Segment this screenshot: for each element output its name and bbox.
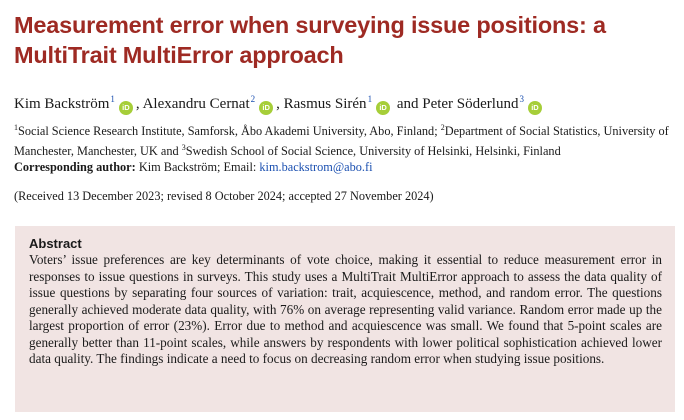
author-name: Peter Söderlund bbox=[422, 96, 519, 112]
affil-sup: 3 bbox=[181, 142, 186, 152]
author-affil-sup: 3 bbox=[519, 94, 524, 104]
affiliation: Social Science Research Institute, Samforsk, Åbo Akademi University, Abo, Finland; bbox=[18, 124, 438, 138]
abstract-box bbox=[15, 226, 675, 412]
orcid-icon[interactable]: iD bbox=[528, 101, 542, 115]
affiliation: Swedish School of Social Science, University of Helsinki, Helsinki, Finland bbox=[185, 143, 561, 158]
email-link[interactable]: kim.backstrom@abo.fi bbox=[259, 159, 373, 174]
author-affil-sup: 1 bbox=[110, 94, 115, 104]
orcid-icon[interactable]: iD bbox=[119, 101, 133, 115]
affil-sup: 1 bbox=[14, 123, 18, 132]
author-name: Kim Backström bbox=[14, 96, 110, 112]
author-affil-sup: 1 bbox=[367, 94, 373, 104]
affiliation: Department of Social Statistics, University of Manchester, Manchester, UK and bbox=[14, 124, 669, 158]
corresponding-name: Kim Backström; Email: bbox=[138, 159, 257, 174]
author-name: Alexandru Cernat bbox=[142, 96, 250, 112]
author-affil-sup: 2 bbox=[250, 94, 256, 104]
corresponding-label: Corresponding author: bbox=[14, 159, 136, 174]
paper-title: Measurement error when surveying issue positions: a MultiTrait MultiError approach bbox=[14, 12, 606, 68]
author-separator: , bbox=[276, 96, 280, 112]
affil-sup: 2 bbox=[440, 123, 445, 132]
author-list bbox=[14, 89, 674, 115]
author-separator: , bbox=[135, 96, 140, 112]
affiliations bbox=[14, 120, 682, 175]
orcid-icon[interactable]: iD bbox=[376, 101, 390, 115]
author-name: Rasmus Sirén bbox=[283, 96, 367, 112]
author-and: and bbox=[396, 96, 419, 112]
received-dates: (Received 13 December 2023; revised 8 October 2024; accepted 27 November 2024) bbox=[14, 189, 434, 203]
orcid-icon[interactable]: iD bbox=[259, 101, 273, 115]
abstract-text: Voters’ issue preferences are key determinants of vote choice, making it essential to reduce measurement error in responses to issue questions in surveys. This study uses a MultiTrait MultiError approach to assess the data quality of issue questions by separating four sources of variation: trait, acquiescence, method, and random error. The questions generally achieved moderate data quality, with 76% on average representing valid variance. Random error made up the largest proportion of error (23%). Error due to method and acquiescence was small. We found that 5-point scales are generally better than 11-point scales, while answers by respondents with lower political sophistication achieved lower data quality. The findings indicate a need to focus on decreasing random error when studying issue positions. bbox=[29, 252, 662, 366]
abstract-heading: Abstract bbox=[29, 236, 82, 251]
